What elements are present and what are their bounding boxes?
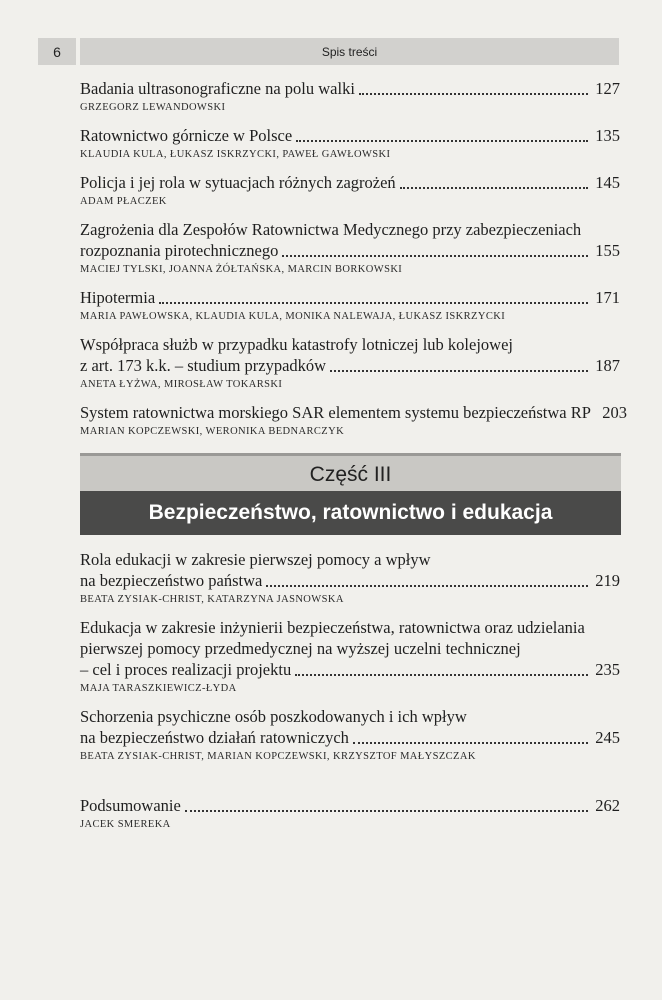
- toc-entry: [80, 795, 620, 833]
- toc-entry-title: rozpoznania pirotechnicznego: [80, 241, 279, 260]
- toc-page-number: 245: [595, 728, 620, 747]
- toc-entry-title-line: [80, 617, 620, 638]
- toc-entry: [80, 402, 627, 440]
- toc-entry-title-line: [80, 727, 620, 748]
- toc-entry-title-line: [80, 549, 620, 570]
- toc-entry-authors: KLAUDIA KULA, ŁUKASZ ISKRZYCKI, PAWEŁ GAWŁOWSKI: [80, 149, 391, 160]
- toc-entry-title-line: [80, 287, 620, 308]
- toc-entry-title-line: [80, 706, 620, 727]
- toc-entry-authors: GRZEGORZ LEWANDOWSKI: [80, 102, 226, 113]
- toc-entry-title-line: [80, 172, 620, 193]
- toc-entry-title-line: [80, 334, 620, 355]
- toc-entry: [80, 125, 620, 163]
- dot-leader: [282, 255, 588, 257]
- page-number: 6: [38, 38, 76, 65]
- toc-entry: [80, 287, 620, 325]
- toc-entry: [80, 706, 620, 765]
- toc-entry-title: Policja i jej rola w sytuacjach różnych zagrożeń: [80, 173, 396, 192]
- running-title: Spis treści: [80, 38, 619, 65]
- toc-page-number: 235: [595, 660, 620, 679]
- toc-entry-title: Zagrożenia dla Zespołów Ratownictwa Medycznego przy zabezpieczeniach: [80, 220, 582, 239]
- toc-entry-title: na bezpieczeństwo działań ratowniczych: [80, 728, 349, 747]
- toc-entry-title: pierwszej pomocy przedmedycznej na wyższej uczelni technicznej: [80, 639, 521, 658]
- toc-entry: [80, 172, 620, 210]
- dot-leader: [159, 302, 588, 304]
- toc-entry-title-line: [80, 78, 620, 99]
- toc-entry-authors: MACIEJ TYLSKI, JOANNA ŻÓŁTAŃSKA, MARCIN BORKOWSKI: [80, 264, 403, 275]
- toc-entry-authors: JACEK SMEREKA: [80, 819, 171, 830]
- toc-entry-title: System ratownictwa morskiego SAR elementem systemu bezpieczeństwa RP: [80, 403, 591, 422]
- toc-entry-title: Badania ultrasonograficzne na polu walki: [80, 79, 355, 98]
- toc-page-number: 203: [602, 403, 627, 422]
- toc-entry-title-line: [80, 355, 620, 376]
- toc-entry-title-line: [80, 219, 620, 240]
- dot-leader: [266, 585, 588, 587]
- toc-entry-authors: BEATA ZYSIAK-CHRIST, KATARZYNA JASNOWSKA: [80, 594, 344, 605]
- dot-leader: [359, 93, 588, 95]
- toc-entry: [80, 219, 620, 278]
- toc-entry-authors: MAJA TARASZKIEWICZ-ŁYDA: [80, 683, 237, 694]
- toc-entry-title: Rola edukacji w zakresie pierwszej pomocy a wpływ: [80, 550, 431, 569]
- toc-page-number: 262: [595, 796, 620, 815]
- toc-entry-title: – cel i proces realizacji projektu: [80, 660, 292, 679]
- toc-page-number: 187: [595, 356, 620, 375]
- toc-entry-authors: BEATA ZYSIAK-CHRIST, MARIAN KOPCZEWSKI, KRZYSZTOF MAŁYSZCZAK: [80, 751, 476, 762]
- toc-entry-title: Hipotermia: [80, 288, 156, 307]
- dot-leader: [400, 187, 588, 189]
- toc-section-2: [80, 549, 620, 774]
- toc-entry-authors: ADAM PŁACZEK: [80, 196, 167, 207]
- toc-entry-title-line: [80, 659, 620, 680]
- toc-page-number: 155: [595, 241, 620, 260]
- toc-entry-authors: MARIA PAWŁOWSKA, KLAUDIA KULA, MONIKA NALEWAJA, ŁUKASZ ISKRZYCKI: [80, 311, 506, 322]
- toc-entry-title-line: [80, 125, 620, 146]
- toc-entry: [80, 617, 620, 697]
- toc-entry: [80, 334, 620, 393]
- dot-leader: [295, 674, 588, 676]
- toc-entry-title: Ratownictwo górnicze w Polsce: [80, 126, 293, 145]
- toc-entry-title-line: [80, 795, 620, 816]
- dot-leader: [185, 810, 588, 812]
- toc-entry: [80, 78, 620, 116]
- toc-entry-authors: MARIAN KOPCZEWSKI, WERONIKA BEDNARCZYK: [80, 426, 345, 437]
- toc-section-3: [80, 795, 620, 842]
- toc-entry-title: Współpraca służb w przypadku katastrofy lotniczej lub kolejowej: [80, 335, 513, 354]
- toc-entry-title: z art. 173 k.k. – studium przypadków: [80, 356, 327, 375]
- part-label: Część III: [80, 453, 621, 494]
- toc-entry-authors: ANETA ŁYŻWA, MIROSŁAW TOKARSKI: [80, 379, 283, 390]
- dot-leader: [353, 742, 588, 744]
- toc-entry-title-line: [80, 402, 627, 423]
- part-title: Bezpieczeństwo, ratownictwo i edukacja: [80, 491, 621, 535]
- toc-page-number: 145: [595, 173, 620, 192]
- toc-entry-title-line: [80, 638, 620, 659]
- toc-entry-title-line: [80, 570, 620, 591]
- toc-entry-title: Podsumowanie: [80, 796, 181, 815]
- toc-entry-title: na bezpieczeństwo państwa: [80, 571, 263, 590]
- toc-section-1: [80, 78, 627, 449]
- toc-entry-title-line: [80, 240, 620, 261]
- toc-entry-title: Edukacja w zakresie inżynierii bezpieczeństwa, ratownictwa oraz udzielania: [80, 618, 585, 637]
- toc-page-number: 135: [595, 126, 620, 145]
- toc-entry: [80, 549, 620, 608]
- toc-page-number: 219: [595, 571, 620, 590]
- toc-entry-title: Schorzenia psychiczne osób poszkodowanych i ich wpływ: [80, 707, 467, 726]
- toc-page-number: 171: [595, 288, 620, 307]
- dot-leader: [330, 370, 588, 372]
- dot-leader: [296, 140, 588, 142]
- toc-page-number: 127: [595, 79, 620, 98]
